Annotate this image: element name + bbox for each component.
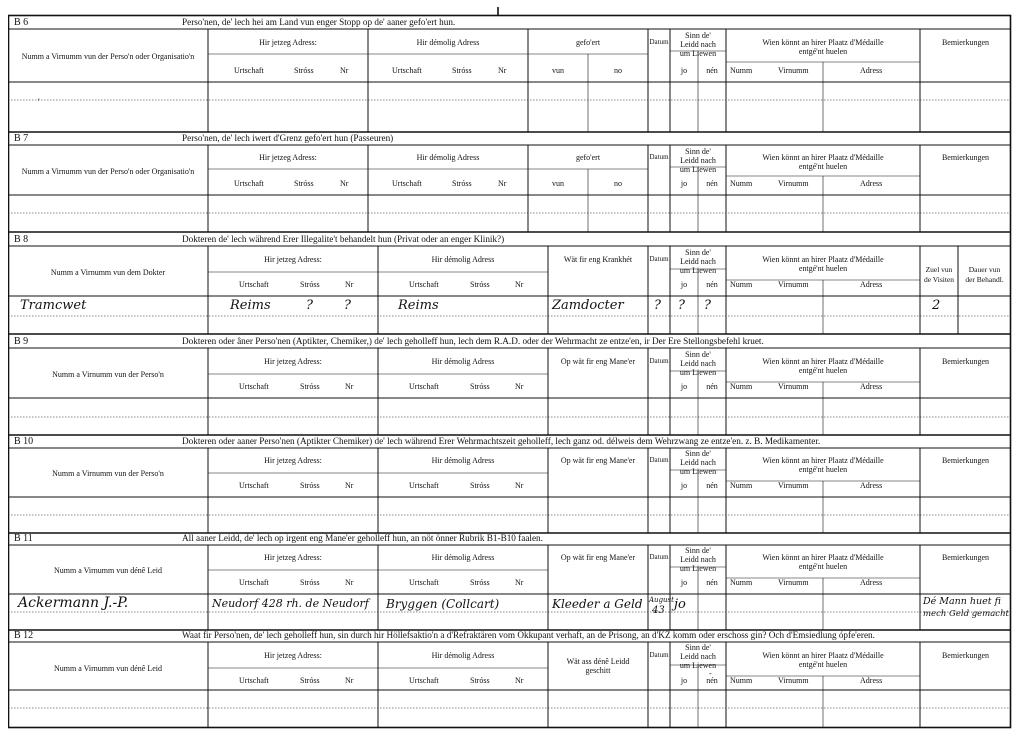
col-alive-header: Sinn de': [685, 449, 711, 458]
col-alive-header: um Liewen: [679, 467, 717, 476]
b11-person-name: Ackermann J.-P.: [18, 595, 129, 611]
b11-remarks-line1: Dé Mann huet fi: [923, 596, 1001, 607]
col-medal-name-header: Numm: [730, 382, 753, 391]
col-locality-header: Urtschaft: [409, 676, 439, 685]
b8-visits: 2: [932, 298, 941, 313]
col-current-address-header: Hir jetzeg Adress:: [259, 153, 317, 162]
col-current-address-header: Hir jetzeg Adress:: [264, 553, 322, 562]
col-manner-header: Op wät fir eng Mane'er: [560, 553, 636, 562]
col-medal-first-header: Virnumm: [778, 280, 809, 289]
col-medal-first-header: Virnumm: [778, 676, 809, 685]
stray-mark: ': [38, 97, 40, 107]
section-title: Perso'nen, de' lech hei am Land vun enger Stopp op de' aaner gefo'ert hun.: [182, 17, 456, 27]
col-medal-header: Wien könnt an hirer Plaatz d'Médaille: [762, 38, 884, 47]
col-locality-header: Urtschaft: [239, 481, 269, 490]
b8-locality: Reims: [230, 298, 271, 313]
col-medal-name-header: Numm: [730, 481, 753, 490]
col-medal-first-header: Virnumm: [778, 578, 809, 587]
col-alive-header: Leidd nach: [680, 652, 716, 661]
col-nr-header: Nr: [340, 179, 349, 188]
b11-alive-yes: jo: [674, 597, 686, 612]
b11-current-address: Neudorf 428 rh. de Neudorf: [212, 597, 369, 610]
b8-doctor-name: Tramcwet: [20, 298, 87, 313]
section-title: Dokteren oder âner Perso'nen (Aptikter, Chemiker,) de' lech geholleff hun, lech dem R.A.D. oder der Wehrmacht ze entze'en, ir Der Ere Stellongsbefehl kruet.: [182, 336, 764, 346]
col-nr-header: Nr: [345, 578, 354, 587]
col-street-header: Stróss: [470, 676, 490, 685]
col-medal-name-header: Numm: [730, 280, 753, 289]
col-medal-address-header: Adress: [860, 578, 883, 587]
col-medal-first-header: Virnumm: [778, 179, 809, 188]
col-date-header: Datum: [649, 651, 669, 659]
col-no-header: nén: [706, 66, 718, 75]
col-alive-header: Sinn de': [685, 643, 711, 652]
col-locality-header: Urtschaft: [234, 179, 264, 188]
col-nr-header: Nr: [345, 280, 354, 289]
col-alive-header: Leidd nach: [680, 40, 716, 49]
col-street-header: Stróss: [470, 280, 490, 289]
col-medal-name-header: Numm: [730, 179, 753, 188]
col-street-header: Stróss: [470, 578, 490, 587]
section-code: B 9: [14, 336, 29, 347]
col-alive-header: um Liewen: [679, 165, 717, 174]
col-name-header: Numm a Virnumm vun dénê Leid: [53, 566, 163, 575]
col-medal-address-header: Adress: [860, 179, 883, 188]
col-what-done-header: Wät ass dénê Leidd: [566, 657, 630, 666]
col-nr-header: Nr: [515, 676, 524, 685]
col-medal-name-header: Numm: [730, 578, 753, 587]
col-locality-header: Urtschaft: [409, 481, 439, 490]
col-medal-first-header: Virnumm: [778, 382, 809, 391]
col-nr-header: Nr: [498, 179, 507, 188]
b11-manner: Kleeder a Geld: [552, 597, 643, 611]
b11-date-month: August: [649, 596, 674, 604]
col-remarks-header: Bemierkungen: [941, 553, 990, 562]
col-former-address-header: Hir démolig Adress: [431, 553, 495, 562]
col-visits-header: Zuel vun: [925, 265, 953, 274]
col-locality-header: Urtschaft: [239, 578, 269, 587]
section-title: Dokteren oder aaner Perso'nen (Aptikter Chemiker) de' lech während Erer Wehrmachtszeit geholleff, lech ganz od. délweis dem Wehrzwang ze entze'en. z. B. Medikamenter.: [182, 436, 821, 446]
col-no-header: nén: [706, 481, 718, 490]
col-remarks-header: Bemierkungen: [941, 38, 990, 47]
col-former-address-header: Hir démolig Adress: [431, 357, 495, 366]
col-yes-header: jo: [680, 66, 688, 75]
col-medal-header: Wien könnt an hirer Plaatz d'Médaille: [762, 651, 884, 660]
col-from-header: vun: [552, 66, 564, 75]
col-no-header: nén: [706, 280, 718, 289]
col-yes-header: jo: [680, 280, 688, 289]
col-nr-header: Nr: [340, 66, 349, 75]
col-street-header: Stróss: [470, 382, 490, 391]
col-from-header: vun: [552, 179, 564, 188]
col-street-header: Stróss: [300, 481, 320, 490]
b8-date: ?: [654, 298, 661, 313]
col-to-header: no: [614, 66, 622, 75]
col-medal-name-header: Numm: [730, 676, 753, 685]
col-alive-header: Leidd nach: [680, 257, 716, 266]
section-title: Dokteren de' lech während Erer Illegalite't behandelt hun (Privat oder an enger Klinik?): [182, 234, 505, 244]
col-current-address-header: Hir jetzeg Adress:: [259, 38, 317, 47]
col-alive-header: Sinn de': [685, 350, 711, 359]
col-nr-header: Nr: [515, 481, 524, 490]
col-street-header: Stróss: [300, 280, 320, 289]
section-code: B 12: [14, 630, 34, 641]
col-what-done-header: geschitt: [585, 666, 611, 675]
col-nr-header: Nr: [345, 382, 354, 391]
col-alive-header: um Liewen: [679, 49, 717, 58]
col-remarks-header: Bemierkungen: [941, 651, 990, 660]
col-date-header: Datum: [649, 456, 669, 464]
col-alive-header: um Liewen: [679, 564, 717, 573]
col-medal-header: Wien könnt an hirer Plaatz d'Médaille: [762, 553, 884, 562]
section-code: B 6: [14, 17, 29, 28]
b8-alive-no: ?: [704, 298, 711, 313]
col-locality-header: Urtschaft: [409, 382, 439, 391]
col-former-address-header: Hir démolig Adress: [431, 255, 495, 264]
col-name-header: Numm a Virnumm vun dénê Leid: [53, 664, 163, 673]
resistance-form-page: [8, 7, 1013, 729]
b11-remarks-line2: mech Geld gemacht.: [923, 609, 1012, 619]
b12-no-mark: -: [709, 669, 712, 678]
col-illness-header: Wät fir eng Krankhét: [563, 255, 633, 264]
col-name-header: Numm a Virnumm vun der Perso'n oder Organisatio'n: [21, 167, 195, 176]
col-medal-address-header: Adress: [860, 676, 883, 685]
col-duration-header: Dauer vun: [968, 265, 1001, 274]
col-name-header: Numm a Virnumm vun der Perso'n oder Organisatio'n: [21, 52, 195, 61]
col-locality-header: Urtschaft: [239, 676, 269, 685]
col-remarks-header: Bemierkungen: [941, 456, 990, 465]
b11-former-address: Bryggen (Collcart): [386, 597, 500, 611]
b8-nr: ?: [344, 298, 351, 313]
col-medal-address-header: Adress: [860, 481, 883, 490]
col-locality-header: Urtschaft: [392, 179, 422, 188]
col-medal-address-header: Adress: [860, 280, 883, 289]
col-locality-header: Urtschaft: [234, 66, 264, 75]
section-title: Perso'nen, de' lech iwert d'Grenz gefo'ert hun (Passeuren): [182, 133, 394, 143]
col-duration-header: der Behandl.: [965, 275, 1004, 284]
col-driven-header: gefo'ert: [575, 153, 601, 162]
col-visits-header: de Visiten: [923, 275, 955, 284]
col-alive-header: Sinn de': [685, 248, 711, 257]
col-medal-header: entgé'nt huelen: [798, 162, 848, 171]
col-alive-header: Leidd nach: [680, 359, 716, 368]
col-medal-first-header: Virnumm: [778, 66, 809, 75]
col-former-address-header: Hir démolig Adress: [431, 456, 495, 465]
col-current-address-header: Hir jetzeg Adress:: [264, 651, 322, 660]
col-locality-header: Urtschaft: [409, 578, 439, 587]
col-nr-header: Nr: [515, 578, 524, 587]
col-nr-header: Nr: [345, 676, 354, 685]
col-date-header: Datum: [649, 553, 669, 561]
col-street-header: Stróss: [294, 179, 314, 188]
col-medal-name-header: Numm: [730, 66, 753, 75]
col-date-header: Datum: [649, 357, 669, 365]
col-remarks-header: Bemierkungen: [941, 153, 990, 162]
col-current-address-header: Hir jetzeg Adress:: [264, 357, 322, 366]
col-nr-header: Nr: [515, 280, 524, 289]
col-yes-header: jo: [680, 382, 688, 391]
section-code: B 10: [14, 436, 34, 447]
col-medal-header: entgé'nt huelen: [798, 562, 848, 571]
b11-date-year: 43: [652, 605, 665, 616]
section-code: B 7: [14, 133, 29, 144]
section-code: B 8: [14, 234, 29, 245]
col-alive-header: Leidd nach: [680, 458, 716, 467]
col-street-header: Stróss: [452, 66, 472, 75]
col-yes-header: jo: [680, 676, 688, 685]
col-nr-header: Nr: [345, 481, 354, 490]
col-medal-header: Wien könnt an hirer Plaatz d'Médaille: [762, 456, 884, 465]
col-medal-header: Wien könnt an hirer Plaatz d'Médaille: [762, 153, 884, 162]
col-medal-address-header: Adress: [860, 66, 883, 75]
col-medal-header: entgé'nt huelen: [798, 660, 848, 669]
section-code: B 11: [14, 533, 33, 544]
col-no-header: nén: [706, 676, 718, 685]
col-to-header: no: [614, 179, 622, 188]
col-yes-header: jo: [680, 179, 688, 188]
col-former-address-header: Hir démolig Adress: [416, 153, 480, 162]
b8-alive-yes: ?: [678, 298, 685, 313]
col-manner-header: Op wät fir eng Mane'er: [560, 357, 636, 366]
col-date-header: Datum: [649, 38, 669, 46]
col-current-address-header: Hir jetzeg Adress:: [264, 456, 322, 465]
col-medal-header: entgé'nt huelen: [798, 264, 848, 273]
col-yes-header: jo: [680, 578, 688, 587]
col-nr-header: Nr: [498, 66, 507, 75]
b8-illness: Zamdocter: [552, 298, 624, 313]
col-driven-header: gefo'ert: [575, 38, 601, 47]
section-title: All aaner Leidd, de' lech op irgent eng Mane'er geholleff hun, an nöt önner Rubrik B1-B10 faalen.: [182, 533, 543, 543]
col-name-header: Numm a Virnumm vun der Perso'n: [52, 370, 164, 379]
col-no-header: nén: [706, 382, 718, 391]
col-locality-header: Urtschaft: [392, 66, 422, 75]
col-street-header: Stróss: [300, 578, 320, 587]
col-nr-header: Nr: [515, 382, 524, 391]
section-title: Waat fir Perso'nen, de' lech geholleff hun, sin durch hir Höllefsaktio'n a d'Refraktären vom Okkupant verhaft, an de Prisong, an d'KZ komm oder erschoss gin? Och d'Emsiedlung ópfe'eren.: [182, 630, 875, 640]
col-manner-header: Op wät fir eng Mane'er: [560, 456, 636, 465]
col-medal-header: Wien könnt an hirer Plaatz d'Médaille: [762, 255, 884, 264]
col-medal-header: entgé'nt huelen: [798, 465, 848, 474]
col-locality-header: Urtschaft: [239, 382, 269, 391]
col-alive-header: Sinn de': [685, 31, 711, 40]
col-name-header: Numm a Virnumm vun der Perso'n: [52, 469, 164, 478]
col-medal-address-header: Adress: [860, 382, 883, 391]
col-street-header: Stróss: [300, 382, 320, 391]
col-street-header: Stróss: [300, 676, 320, 685]
col-alive-header: Sinn de': [685, 546, 711, 555]
col-date-header: Datum: [649, 153, 669, 161]
col-remarks-header: Bemierkungen: [941, 357, 990, 366]
col-current-address-header: Hir jetzeg Adress:: [264, 255, 322, 264]
col-medal-header: Wien könnt an hirer Plaatz d'Médaille: [762, 357, 884, 366]
col-alive-header: um Liewen: [679, 266, 717, 275]
col-street-header: Stróss: [470, 481, 490, 490]
col-alive-header: Leidd nach: [680, 555, 716, 564]
col-medal-header: entgé'nt huelen: [798, 366, 848, 375]
b8-street: ?: [306, 298, 313, 313]
col-locality-header: Urtschaft: [239, 280, 269, 289]
col-alive-header: Sinn de': [685, 147, 711, 156]
col-no-header: nén: [706, 179, 718, 188]
col-no-header: nén: [706, 578, 718, 587]
col-date-header: Datum: [649, 255, 669, 263]
col-former-address-header: Hir démolig Adress: [431, 651, 495, 660]
col-medal-first-header: Virnumm: [778, 481, 809, 490]
col-locality-header: Urtschaft: [409, 280, 439, 289]
col-street-header: Stróss: [452, 179, 472, 188]
col-yes-header: jo: [680, 481, 688, 490]
col-name-header: Numm a Virnumm vun dem Dokter: [50, 268, 166, 277]
b8-former-locality: Reims: [398, 298, 439, 313]
col-alive-header: um Liewen: [679, 368, 717, 377]
col-medal-header: entgé'nt huelen: [798, 47, 848, 56]
col-street-header: Stróss: [294, 66, 314, 75]
col-former-address-header: Hir démolig Adress: [416, 38, 480, 47]
col-alive-header: Leidd nach: [680, 156, 716, 165]
col-alive-header: um Liewen: [679, 661, 717, 670]
